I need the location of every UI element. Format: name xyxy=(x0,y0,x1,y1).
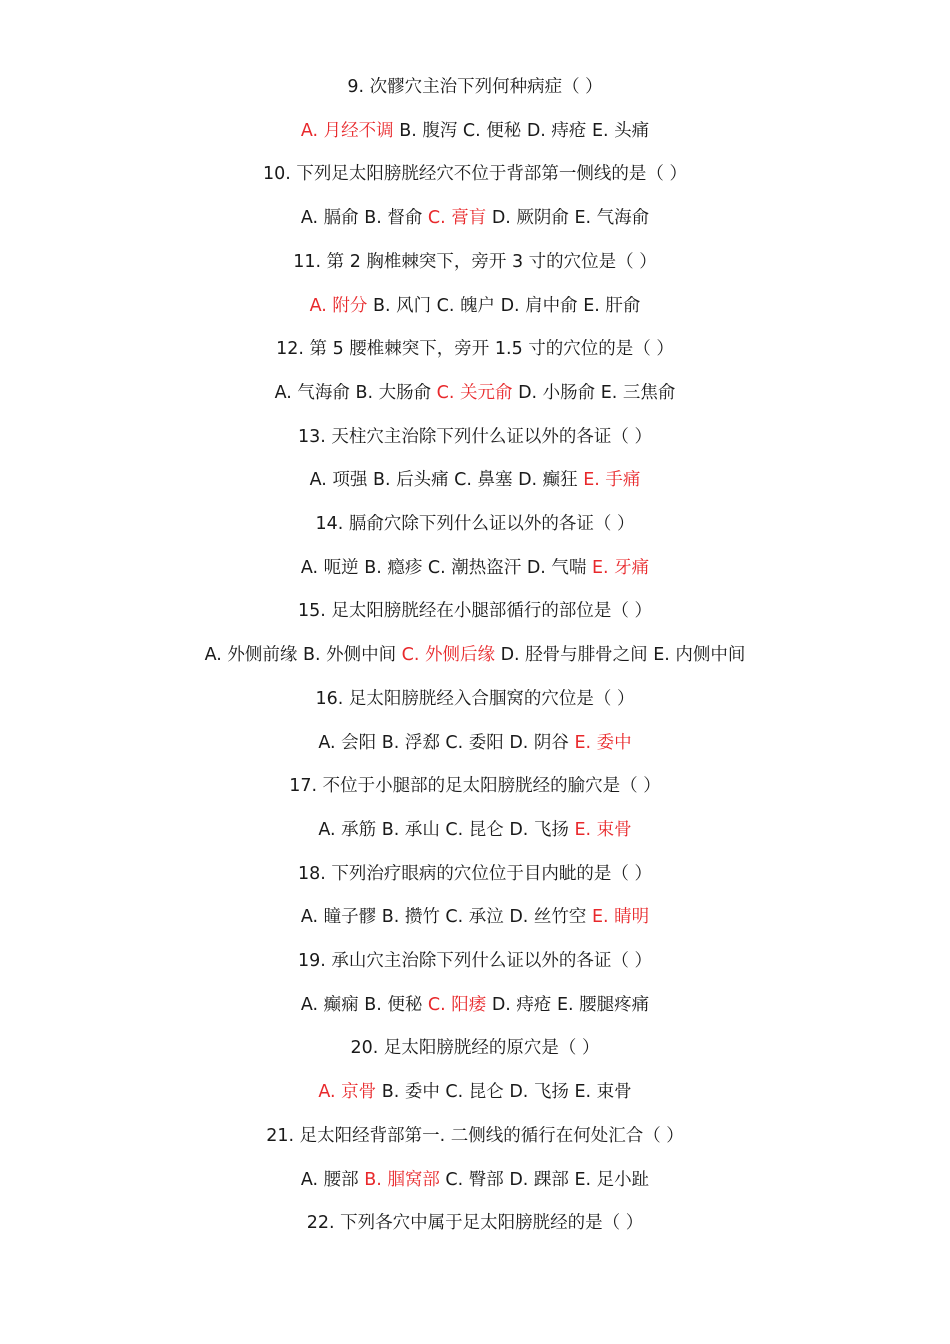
correct-answer-option: E. 委中 xyxy=(568,732,632,753)
answer-options xyxy=(0,1167,950,1193)
answer-option: B. 外侧中间 xyxy=(297,645,397,666)
answer-option: C. 便秘 xyxy=(457,120,522,141)
answer-option: B. 腹泻 xyxy=(393,120,458,141)
answer-options xyxy=(0,642,950,668)
question-text: 17. 不位于小腿部的足太阳膀胱经的腧穴是（ ） xyxy=(289,776,661,797)
answer-option: D. 飞扬 xyxy=(503,819,569,840)
correct-answer-option: C. 膏肓 xyxy=(422,208,487,229)
answer-option: C. 潮热盗汗 xyxy=(422,557,522,578)
correct-answer-option: B. 腘窝部 xyxy=(358,1169,440,1190)
correct-answer-option: A. 月经不调 xyxy=(300,120,394,141)
answer-option: C. 鼻塞 xyxy=(448,470,513,491)
answer-option: D. 癫狂 xyxy=(512,470,578,491)
answer-option: C. 委阳 xyxy=(439,732,504,753)
answer-option: D. 踝部 xyxy=(503,1169,569,1190)
answer-option: B. 攒竹 xyxy=(376,907,440,928)
answer-option: A. 膈俞 xyxy=(300,208,359,229)
answer-options xyxy=(0,380,950,406)
question-text: 12. 第 5 腰椎棘突下，旁开 1.5 寸的穴位的是（ ） xyxy=(276,339,674,360)
answer-option: D. 阴谷 xyxy=(503,732,569,753)
answer-option: B. 便秘 xyxy=(358,994,423,1015)
answer-option: C. 昆仑 xyxy=(439,1082,504,1103)
answer-option: C. 臀部 xyxy=(439,1169,504,1190)
answer-option: E. 束骨 xyxy=(568,1082,632,1103)
answer-option: B. 浮郄 xyxy=(376,732,440,753)
answer-option: B. 瘾疹 xyxy=(358,557,423,578)
correct-answer-option: A. 附分 xyxy=(309,295,368,316)
answer-option: E. 腰腿疼痛 xyxy=(551,994,650,1015)
answer-options xyxy=(0,205,950,231)
answer-option: E. 气海俞 xyxy=(568,208,650,229)
answer-option: D. 厥阴俞 xyxy=(486,208,569,229)
answer-option: C. 承泣 xyxy=(439,907,504,928)
answer-options xyxy=(0,467,950,493)
answer-option: D. 丝竹空 xyxy=(503,907,587,928)
answer-option: E. 头痛 xyxy=(586,120,650,141)
answer-option: A. 气海俞 xyxy=(274,382,350,403)
correct-answer-option: E. 牙痛 xyxy=(586,557,650,578)
answer-option: A. 会阳 xyxy=(318,732,377,753)
answer-option: D. 痔疮 xyxy=(521,120,587,141)
answer-option: E. 内侧中间 xyxy=(647,645,746,666)
question-text: 21. 足太阳经背部第一. 二侧线的循行在何处汇合（ ） xyxy=(266,1125,684,1146)
answer-option: E. 三焦俞 xyxy=(595,382,676,403)
question-text: 19. 承山穴主治除下列什么证以外的各证（ ） xyxy=(298,951,652,971)
answer-option: D. 气喘 xyxy=(521,557,587,578)
question-text: 16. 足太阳膀胱经入合腘窝的穴位是（ ） xyxy=(315,688,635,709)
correct-answer-option: C. 外侧后缘 xyxy=(396,645,495,666)
answer-option: D. 痔疮 xyxy=(486,994,552,1015)
answer-option: D. 肩中俞 xyxy=(495,295,578,316)
answer-options xyxy=(0,118,950,144)
answer-option: B. 后头痛 xyxy=(367,470,449,491)
correct-answer-option: E. 睛明 xyxy=(586,907,650,928)
answer-option: D. 小肠俞 xyxy=(512,382,596,403)
answer-option: D. 胫骨与腓骨之间 xyxy=(495,645,648,666)
question-text: 20. 足太阳膀胱经的原穴是（ ） xyxy=(350,1038,600,1059)
answer-option: E. 肝俞 xyxy=(577,295,641,316)
correct-answer-option: C. 阳痿 xyxy=(422,994,487,1015)
correct-answer-option: E. 束骨 xyxy=(568,819,632,840)
answer-options xyxy=(0,555,950,581)
question-text: 14. 膈俞穴除下列什么证以外的各证（ ） xyxy=(315,514,635,534)
correct-answer-option: E. 手痛 xyxy=(577,470,641,491)
question-text: 15. 足太阳膀胱经在小腿部循行的部位是（ ） xyxy=(298,601,652,622)
answer-option: A. 项强 xyxy=(309,470,368,491)
question-text: 10. 下列足太阳膀胱经穴不位于背部第一侧线的是（ ） xyxy=(263,164,687,185)
answer-option: D. 飞扬 xyxy=(503,1082,569,1103)
answer-option: B. 承山 xyxy=(376,819,440,840)
answer-option: A. 腰部 xyxy=(300,1169,359,1190)
answer-option: C. 昆仑 xyxy=(439,819,504,840)
answer-options xyxy=(0,817,950,843)
question-text: 13. 天柱穴主治除下列什么证以外的各证（ ） xyxy=(298,426,652,447)
answer-option: A. 呃逆 xyxy=(300,557,359,578)
answer-options xyxy=(0,730,950,756)
question-text: 18. 下列治疗眼病的穴位位于目内眦的是（ ） xyxy=(298,863,652,884)
answer-option: B. 风门 xyxy=(367,295,432,316)
answer-option: B. 大肠俞 xyxy=(349,382,432,403)
answer-option: B. 督俞 xyxy=(358,208,423,229)
answer-options xyxy=(0,904,950,930)
answer-option: E. 足小趾 xyxy=(568,1169,650,1190)
answer-options xyxy=(0,992,950,1018)
answer-option: A. 癫痫 xyxy=(300,994,359,1015)
answer-option: A. 承筋 xyxy=(318,819,377,840)
correct-answer-option: A. 京骨 xyxy=(318,1082,377,1103)
answer-option: B. 委中 xyxy=(376,1082,440,1103)
answer-option: A. 外侧前缘 xyxy=(204,645,298,666)
question-text: 11. 第 2 胸椎棘突下，旁开 3 寸的穴位是（ ） xyxy=(293,251,657,272)
question-text: 9. 次髎穴主治下列何种病症（ ） xyxy=(347,77,603,97)
question-text: 22. 下列各穴中属于足太阳膀胱经的是（ ） xyxy=(306,1213,644,1234)
correct-answer-option: C. 关元俞 xyxy=(431,382,513,403)
answer-options xyxy=(0,1079,950,1105)
answer-options xyxy=(0,293,950,319)
answer-option: A. 瞳子髎 xyxy=(300,907,377,928)
answer-option: C. 魄户 xyxy=(431,295,495,316)
